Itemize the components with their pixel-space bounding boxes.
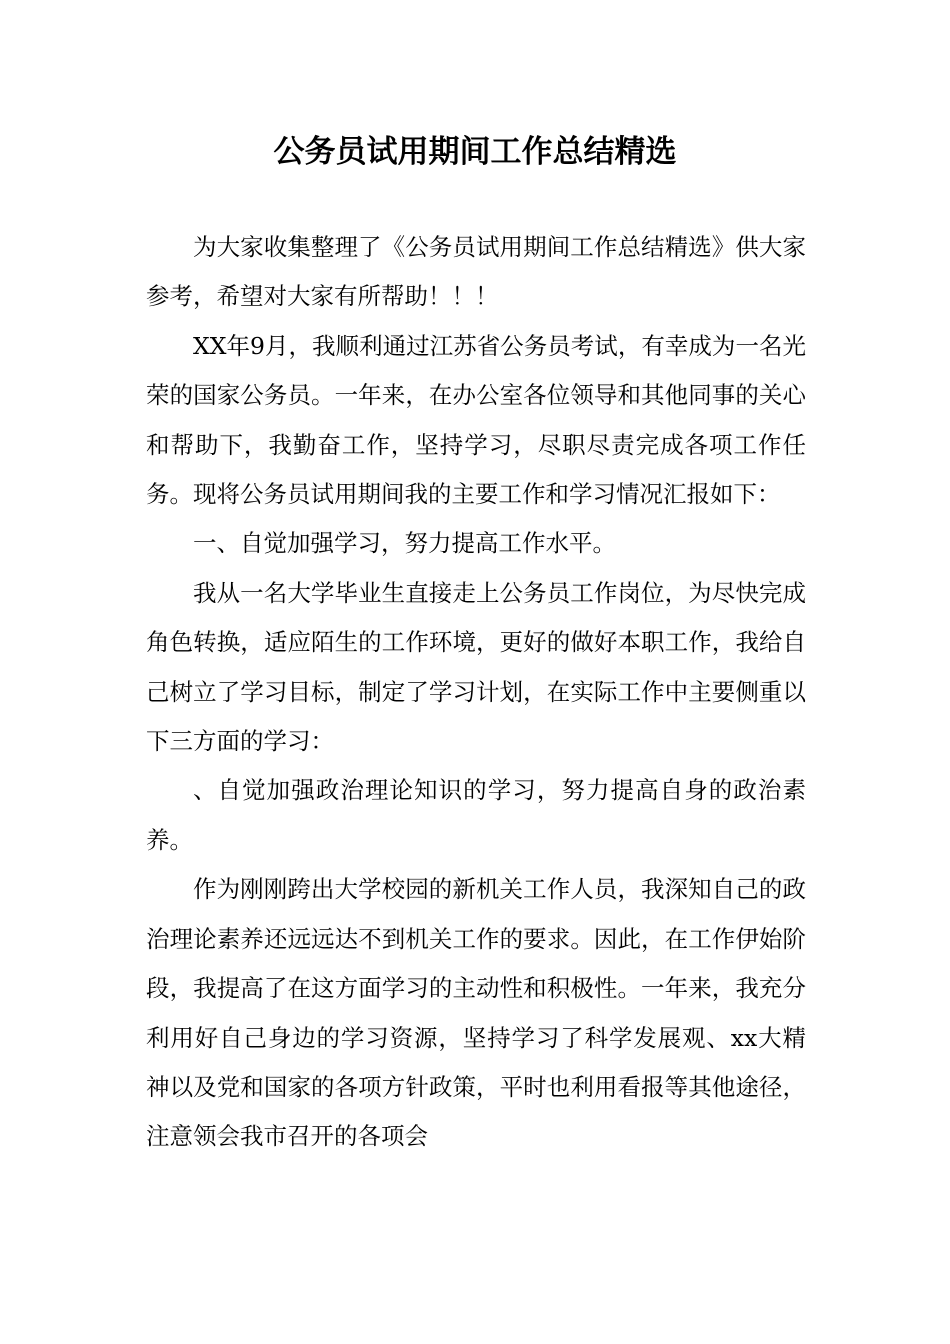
paragraph-study-plan: 我从一名大学毕业生直接走上公务员工作岗位，为尽快完成角色转换，适应陌生的工作环境，更好的做好本职工作，我给自己树立了学习目标，制定了学习计划，在实际工作中主要侧重以下三方面的学习： bbox=[146, 578, 806, 756]
document-body bbox=[146, 223, 806, 1162]
document-title: 公务员试用期间工作总结精选 bbox=[273, 134, 677, 170]
paragraph-intro: 为大家收集整理了《公务员试用期间工作总结精选》供大家参考，希望对大家有所帮助！！！ bbox=[146, 233, 806, 311]
paragraph-politics: 作为刚刚跨出大学校园的新机关工作人员，我深知自己的政治理论素养还远远达不到机关工作的要求。因此，在工作伊始阶段，我提高了在这方面学习的主动性和积极性。一年来，我充分利用好自己身边的学习资源，坚持学习了科学发展观、xx大精神以及党和国家的各项方针政策，平时也利用看报等其他途径，注意领会我市召开的各项会 bbox=[146, 875, 806, 1151]
section-heading-study: 一、自觉加强学习，努力提高工作水平。 bbox=[193, 529, 616, 558]
paragraph-background: XX年9月，我顺利通过江苏省公务员考试，有幸成为一名光荣的国家公务员。一年来，在办公室各位领导和其他同事的关心和帮助下，我勤奋工作，坚持学习，尽职尽责完成各项工作任务。现将公务员试用期间我的主要工作和学习情况汇报如下： bbox=[146, 331, 806, 509]
subsection-heading-politics: 、自觉加强政治理论知识的学习，努力提高自身的政治素养。 bbox=[146, 776, 806, 854]
